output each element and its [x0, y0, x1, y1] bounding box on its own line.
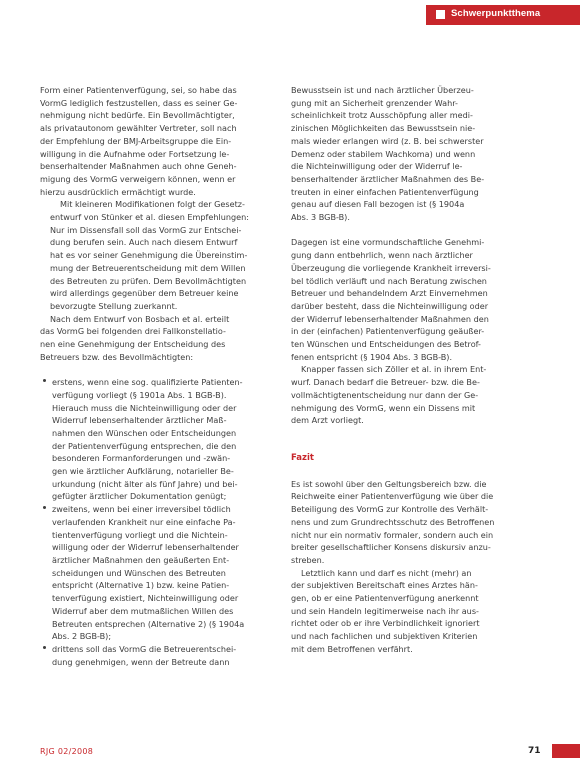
section-header-title: Schwerpunktthema — [451, 8, 541, 19]
right-paragraph-3 — [291, 363, 519, 427]
text-line: bevorzugte Stellung zuerkannt. — [50, 300, 178, 311]
text-line: dung genehmigen, wenn der Betreute dann — [52, 656, 230, 667]
text-line: nen eine Genehmigung der Entscheidung des — [40, 339, 226, 350]
text-line: die Nichteinwilligung oder der Widerruf le- — [291, 161, 463, 172]
right-paragraph-5 — [291, 567, 519, 656]
text-line: zinischen Möglichkeiten das Bewusstsein nie- — [291, 123, 476, 134]
text-line: Abs. 3 BGB-B). — [291, 212, 350, 223]
text-line: Abs. 2 BGB-B); — [52, 631, 112, 642]
text-line: tientenverfügung vorliegt und die Nichtein- — [52, 529, 228, 540]
text-line: vollmächtigtenentscheidung nur dann der Ge- — [291, 389, 479, 400]
text-line: Bewusstsein ist und nach ärztlicher Überzeu- — [291, 85, 474, 95]
bullet-dot-icon — [43, 646, 46, 649]
text-line: Widerruf lebenserhaltender ärztlicher Maß- — [52, 415, 227, 426]
left-column — [40, 84, 268, 668]
text-line: richtet oder ob er ihre Verbindlichkeit ignoriert — [291, 618, 480, 629]
text-line: Reichweite einer Patientenverfügung wie über die — [291, 491, 494, 502]
text-line: Knapper fassen sich Zöller et al. in ihrem Ent- — [301, 364, 487, 375]
text-line: verlaufenden Krankheit nur eine einfache Pa- — [52, 516, 236, 527]
text-line: benserhaltender ärztlicher Maßnahmen des Be- — [291, 173, 485, 184]
left-paragraph-3 — [40, 313, 268, 364]
right-paragraph-1 — [291, 84, 519, 224]
text-line: scheinlichkeit trotz Ausschöpfung aller medi- — [291, 110, 473, 121]
text-line: migung des VormG verweigern können, wenn er — [40, 173, 236, 184]
text-line: und nach fachlichen und subjektiven Kriterien — [291, 631, 478, 642]
text-line: Betreuten entsprechen (Alternative 2) (§ 1904a — [52, 618, 245, 629]
text-line: mals wieder erlangen wird (z. B. bei schwerster — [291, 135, 484, 146]
text-line: das VormG bei folgenden drei Fallkonstellatio- — [40, 326, 226, 337]
text-line: der Widerruf lebenserhaltender Maßnahmen den — [291, 313, 489, 324]
text-line: der Empfehlung der BMJ-Arbeitsgruppe die Ein- — [40, 135, 232, 146]
text-line: nicht nur ein normativ formaler, sondern auch ein — [291, 529, 494, 540]
text-line: urkundung (nicht älter als fünf Jahre) und bei- — [52, 478, 238, 489]
text-line: gen wie ärztlicher Aufklärung, notarieller Be- — [52, 466, 234, 477]
text-line: Es ist sowohl über den Geltungsbereich bzw. die — [291, 478, 487, 489]
text-line: nens und zum Grundrechtsschutz des Betroffenen — [291, 516, 495, 527]
text-line: gung dann entbehrlich, wenn nach ärztlicher — [291, 250, 473, 261]
text-line: dem Arzt vorliegt. — [291, 415, 364, 426]
text-line: willigung in die Aufnahme oder Fortsetzung le- — [40, 148, 230, 159]
text-line: genau auf diesen Fall bezogen ist (§ 1904a — [291, 199, 465, 210]
text-line: erstens, wenn eine sog. qualifizierte Patienten- — [52, 377, 243, 388]
text-line: nahmen den Wünschen oder Entscheidungen — [52, 427, 237, 438]
text-line: Demenz oder stabilem Wachkoma) und wenn — [291, 148, 476, 159]
text-line: der Patientenverfügung entsprechen, die den — [52, 440, 237, 451]
text-line: wird allerdings gegenüber dem Betreuer keine — [50, 288, 239, 299]
text-line: Dagegen ist eine vormundschaftliche Genehmi- — [291, 237, 485, 248]
text-line: streben. — [291, 554, 325, 565]
text-line: Widerruf aber dem mutmaßlichen Willen des — [52, 605, 234, 616]
bullet-item-2 — [40, 503, 268, 643]
text-line: gen, ob er eine Patientenverfügung anerkennt — [291, 593, 479, 604]
text-line: der subjektiven Bereitschaft eines Arztes hän- — [291, 580, 478, 591]
text-line: darüber besteht, dass die Nichteinwilligung oder — [291, 300, 489, 311]
text-line: Überzeugung die vorliegende Krankheit irreversi- — [291, 262, 491, 273]
text-line: gefügter ärztlicher Dokumentation genügt; — [52, 491, 227, 502]
text-line: verfügung vorliegt (§ 1901a Abs. 1 BGB-B). — [52, 389, 227, 400]
text-line: hat es vor seiner Genehmigung die Übereinstim- — [50, 250, 248, 261]
text-line: bel tödlich verläuft und nach Beratung zwischen — [291, 275, 487, 286]
text-line: nehmigung des VormG, wenn ein Dissens mit — [291, 402, 476, 413]
text-line: tenverfügung existiert, Nichteinwilligung oder — [52, 593, 239, 604]
footer-accent-bar — [552, 744, 580, 758]
left-paragraph-2 — [40, 198, 268, 312]
bullet-item-1 — [40, 376, 268, 503]
text-line: fenen entspricht (§ 1904 Abs. 3 BGB-B). — [291, 351, 453, 362]
text-line: als privatautonom gewählter Vertreter, soll nach — [40, 123, 237, 134]
bullet-dot-icon — [43, 506, 46, 509]
text-line: nehmigung nicht bedürfe. Ein Bevollmächtigter, — [40, 110, 235, 121]
page-number: 71 — [528, 746, 541, 756]
text-line: VormG lediglich festzustellen, dass es seiner Ge- — [40, 97, 238, 108]
text-line: scheidungen und Wünschen des Betreuten — [52, 567, 226, 578]
text-line: Form einer Patientenverfügung, sei, so habe das — [40, 85, 237, 95]
text-line: ten Wünschen und Entscheidungen des Betrof- — [291, 339, 481, 350]
left-paragraph-1 — [40, 84, 268, 198]
text-line: ärztlicher Maßnahmen den geäußerten Ent- — [52, 555, 230, 565]
text-line: benserhaltender Maßnahmen auch ohne Geneh- — [40, 161, 237, 172]
right-paragraph-4 — [291, 478, 519, 567]
text-line: mung der Betreuerentscheidung mit dem Willen — [50, 262, 246, 273]
text-line: Mit kleineren Modifikationen folgt der Gesetz- — [60, 199, 245, 210]
text-line: Betreuers bzw. des Bevollmächtigten: — [40, 351, 194, 362]
text-line: Nur im Dissensfall soll das VormG zur Entschei- — [50, 224, 242, 235]
bullet-dot-icon — [43, 379, 46, 382]
text-line: Letztlich kann und darf es nicht (mehr) an — [301, 567, 472, 578]
text-line: Nach dem Entwurf von Bosbach et al. erteilt — [50, 313, 230, 324]
text-line: entspricht (Alternative 1) bzw. keine Patien- — [52, 580, 230, 591]
fazit-heading: Fazit — [291, 453, 314, 464]
text-line: willigung oder der Widerruf lebenserhaltender — [52, 542, 239, 553]
right-column — [291, 84, 519, 656]
text-line: und sein Handeln legitimerweise nach ihr aus- — [291, 605, 479, 616]
text-line: des Betreuten zu prüfen. Dem Bevollmächtigten — [50, 275, 247, 286]
text-line: Hierauch muss die Nichteinwilligung oder der — [52, 402, 237, 413]
footer-issue: RJG 02/2008 — [40, 747, 94, 756]
bullet-item-3 — [40, 643, 268, 668]
text-line: in der (einfachen) Patientenverfügung geäußer- — [291, 326, 485, 337]
text-line: wurf. Danach bedarf die Betreuer- bzw. die Be- — [291, 377, 480, 388]
section-header-square-icon — [436, 10, 445, 19]
text-line: Beteiligung des VormG zur Kontrolle des Verhält- — [291, 504, 489, 515]
right-paragraph-2 — [291, 236, 519, 363]
text-line: breiter gesellschaftlicher Konsens diskursiv anzu- — [291, 542, 491, 553]
text-line: besonderen Formanforderungen und -zwän- — [52, 453, 231, 464]
text-line: drittens soll das VormG die Betreuerentschei- — [52, 643, 237, 654]
text-line: Betreuer und behandelndem Arzt Einvernehmen — [291, 288, 488, 299]
text-line: dung berufen sein. Auch nach diesem Entwurf — [50, 237, 238, 248]
text-line: entwurf von Stünker et al. diesen Empfehlungen: — [50, 212, 249, 223]
text-line: mit dem Betroffenen verfährt. — [291, 643, 413, 654]
text-line: gung mit an Sicherheit grenzender Wahr- — [291, 97, 458, 108]
text-line: zweitens, wenn bei einer irreversibel tödlich — [52, 504, 231, 515]
text-line: hierzu ausdrücklich ermächtigt wurde. — [40, 186, 196, 197]
text-line: treuten in einer einfachen Patientenverfügung — [291, 186, 479, 197]
